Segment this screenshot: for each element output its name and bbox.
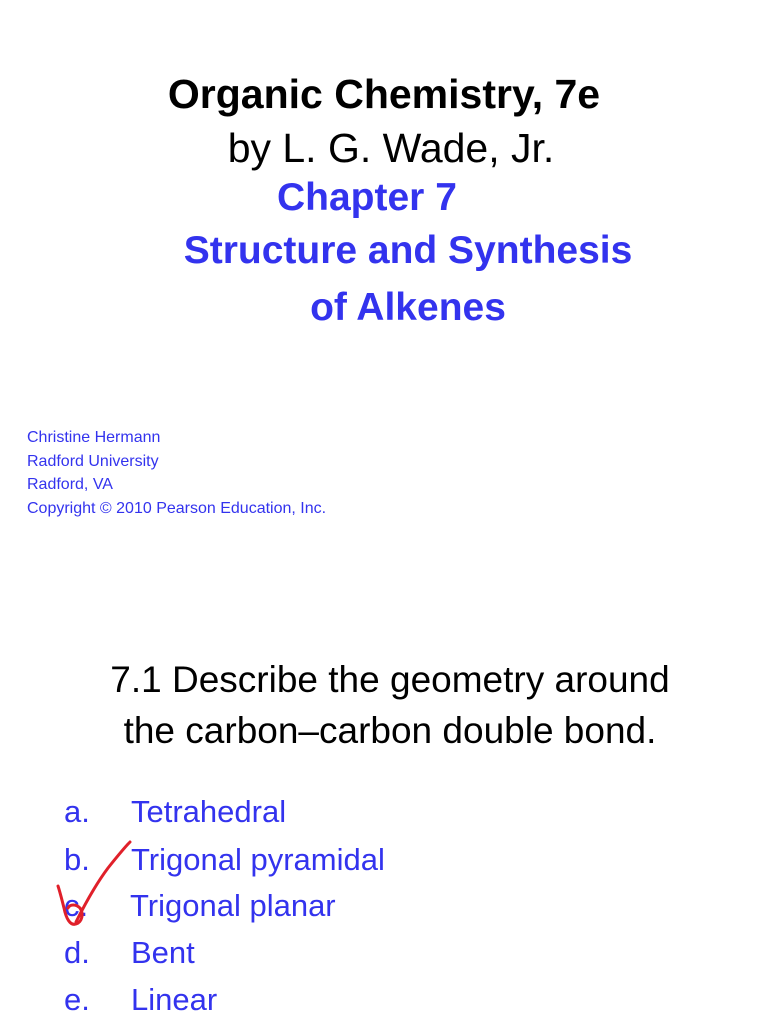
question-text	[0, 654, 768, 756]
book-title: Organic Chemistry, 7e	[167, 71, 601, 117]
chapter-title-line1: Structure and Synthesis	[183, 229, 633, 272]
answer-option-e[interactable]	[0, 978, 768, 1022]
red-checkmark-icon	[50, 838, 140, 930]
answer-letter: c.	[64, 888, 89, 923]
answer-text: Linear	[131, 982, 218, 1017]
chapter-number: Chapter 7	[277, 176, 457, 219]
credits-block	[27, 426, 326, 520]
credit-location: Radford, VA	[27, 476, 113, 493]
question-line1: 7.1 Describe the geometry around	[110, 659, 670, 700]
answer-letter: e.	[64, 982, 90, 1017]
answer-text: Tetrahedral	[131, 794, 287, 829]
credit-author: Christine Hermann	[27, 429, 161, 446]
answer-letter: a.	[64, 794, 90, 829]
answer-letter: d.	[64, 935, 90, 970]
book-author: by L. G. Wade, Jr.	[227, 125, 555, 171]
credit-copyright: Copyright © 2010 Pearson Education, Inc.	[27, 499, 327, 517]
chapter-title-line2: of Alkenes	[310, 286, 506, 329]
answer-option-d[interactable]	[0, 931, 768, 975]
answer-text: Trigonal pyramidal	[131, 842, 385, 877]
credit-university: Radford University	[27, 452, 159, 470]
question-line2: the carbon–carbon double bond.	[123, 710, 657, 751]
answer-text: Trigonal planar	[130, 888, 336, 923]
answer-letter: b.	[64, 842, 90, 877]
answer-text: Bent	[131, 935, 195, 970]
answer-option-a[interactable]	[0, 790, 768, 834]
